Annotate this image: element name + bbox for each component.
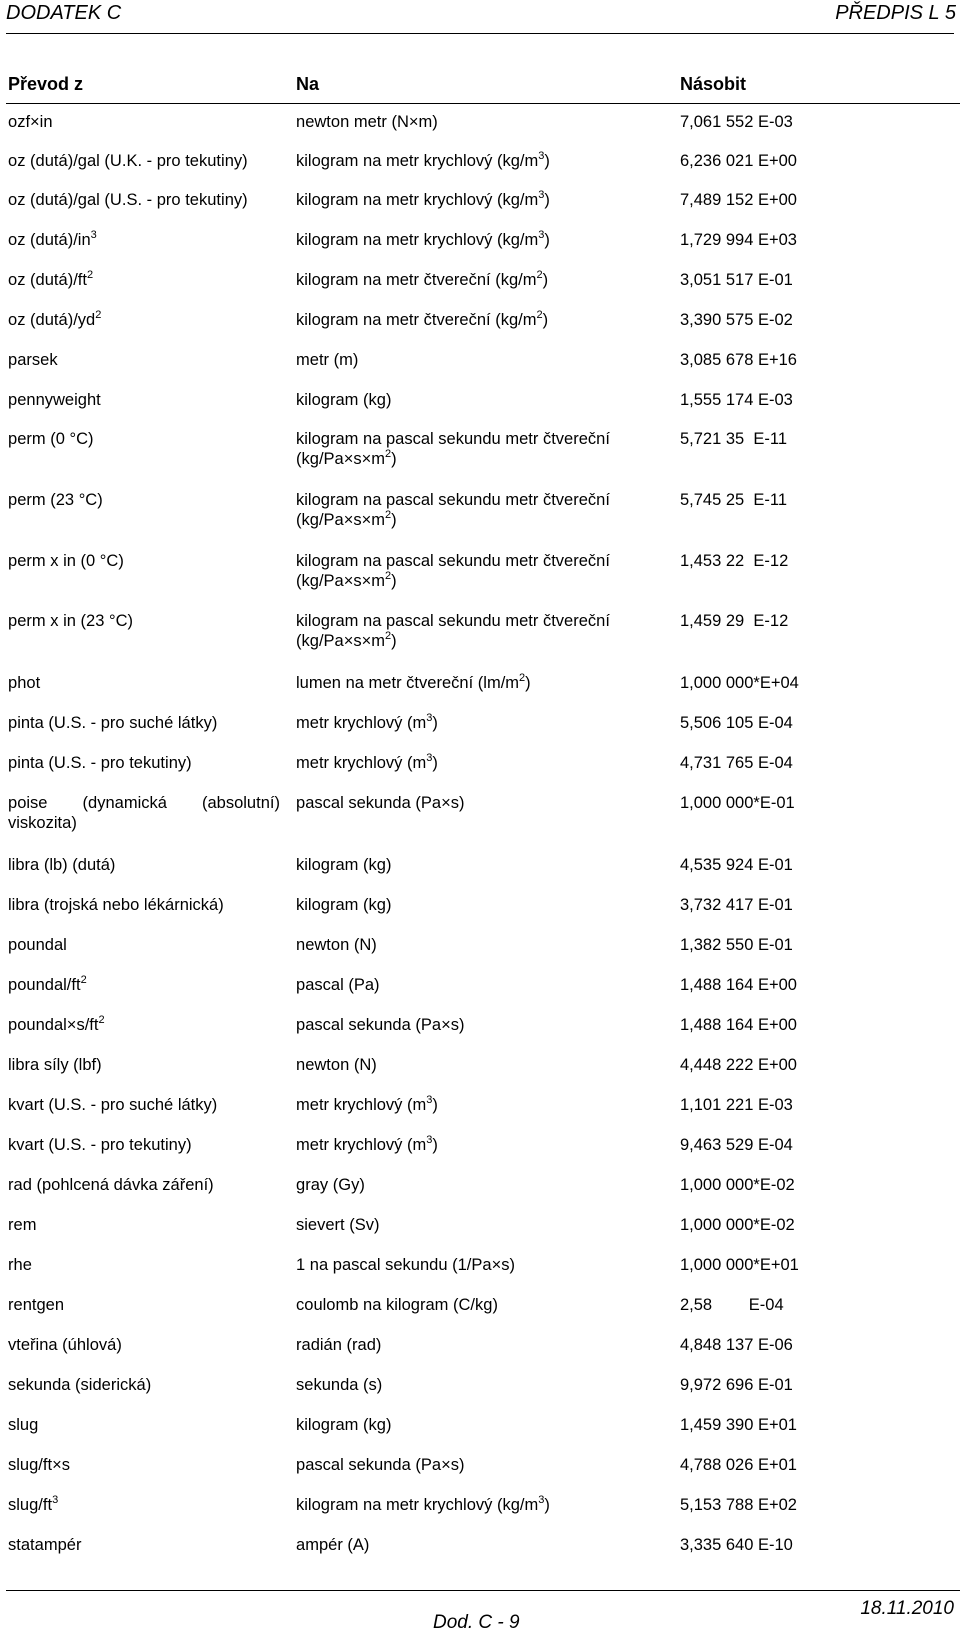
cell-to: sievert (Sv) <box>296 1216 380 1234</box>
column-header-multiply: Násobit <box>680 74 747 94</box>
cell-from: poundal/$ft^2$ <box>8 973 87 994</box>
cell-from: poise (dynamická (absolutní) viskozita) <box>8 794 280 832</box>
cell-to: kilogram na metr krychlový $(kg/m^3)$ <box>296 188 550 209</box>
cell-to: kilogram na metr čtvereční $(kg/m^2)$ <box>296 268 549 289</box>
header-rule <box>6 33 954 34</box>
cell-from: oz $(dutá)/yd^2$ <box>8 308 102 329</box>
cell-from: parsek <box>8 351 58 369</box>
cell-factor: 1,488 164 E+00 <box>680 976 797 994</box>
column-header-from: Převod z <box>8 74 84 94</box>
cell-from: rad (pohlcená dávka záření) <box>8 1176 214 1194</box>
cell-to: kilogram (kg) <box>296 1416 392 1434</box>
cell-to: newton (N) <box>296 1056 377 1074</box>
table-header-rule <box>6 103 960 104</box>
cell-from: slug/ft×s <box>8 1456 70 1474</box>
cell-to: metr krychlový $(m^3)$ <box>296 1093 438 1114</box>
cell-factor: 4,535 924 E-01 <box>680 856 793 874</box>
cell-to: pascal sekunda (Pa×s) <box>296 1456 465 1474</box>
cell-factor: 1,453 22 E-12 <box>680 552 789 570</box>
cell-factor: 9,972 696 E-01 <box>680 1376 793 1394</box>
cell-factor: 1,382 550 E-01 <box>680 936 793 954</box>
cell-factor: 9,463 529 E-04 <box>680 1136 793 1154</box>
cell-factor: 2,58 E-04 <box>680 1296 784 1314</box>
cell-factor: 1,000 000*E-02 <box>680 1176 795 1194</box>
cell-to: kilogram na metr krychlový $(kg/m^3)$ <box>296 1493 550 1514</box>
cell-to: metr krychlový $(m^3)$ <box>296 751 438 772</box>
cell-to: gray (Gy) <box>296 1176 365 1194</box>
cell-from: rentgen <box>8 1296 65 1314</box>
cell-from: ozf×in <box>8 113 53 131</box>
cell-to: kilogram na metr čtvereční $(kg/m^2)$ <box>296 308 549 329</box>
cell-to: kilogram na metr krychlový $(kg/m^3)$ <box>296 149 550 170</box>
cell-from: oz $(dutá)/ft^2$ <box>8 268 94 289</box>
cell-factor: 4,848 137 E-06 <box>680 1336 793 1354</box>
cell-to: ampér (A) <box>296 1536 370 1554</box>
cell-to: metr krychlový $(m^3)$ <box>296 711 438 732</box>
cell-to: 1 na pascal sekundu (1/Pa×s) <box>296 1256 515 1274</box>
cell-factor: 1,729 994 E+03 <box>680 231 797 249</box>
cell-from: libra (lb) (dutá) <box>8 856 116 874</box>
page-header <box>6 0 956 34</box>
cell-to: metr (m) <box>296 351 359 369</box>
cell-factor: 4,731 765 E-04 <box>680 754 793 772</box>
header-right: PŘEDPIS L 5 <box>835 2 956 24</box>
cell-from: rem <box>8 1216 37 1234</box>
cell-factor: 1,000 000*E+01 <box>680 1256 799 1274</box>
cell-factor: 1,488 164 E+00 <box>680 1016 797 1034</box>
cell-factor: 1,000 000*E-02 <box>680 1216 795 1234</box>
cell-factor: 1,000 000*E-01 <box>680 794 795 812</box>
cell-factor: 5,506 105 E-04 <box>680 714 793 732</box>
cell-factor: 3,335 640 E-10 <box>680 1536 793 1554</box>
cell-from: perm (23 °C) <box>8 491 103 509</box>
cell-from: oz $(dutá)/in^3$ <box>8 228 97 249</box>
cell-factor: 7,489 152 E+00 <box>680 191 797 209</box>
page-number: Dod. C - 9 <box>433 1612 520 1633</box>
cell-factor: 4,448 222 E+00 <box>680 1056 797 1074</box>
cell-to: metr krychlový $(m^3)$ <box>296 1133 438 1154</box>
cell-to: pascal (Pa) <box>296 976 380 994</box>
cell-factor: 3,051 517 E-01 <box>680 271 793 289</box>
cell-to: newton (N) <box>296 936 377 954</box>
cell-to: sekunda (s) <box>296 1376 383 1394</box>
cell-factor: 5,745 25 E-11 <box>680 491 788 509</box>
cell-from: statampér <box>8 1536 82 1554</box>
cell-factor: 6,236 021 E+00 <box>680 152 797 170</box>
cell-to: lumen na metr čtvereční $(lm/m^2)$ <box>296 671 531 692</box>
cell-to: kilogram na pascal sekundu metr čtvereční $(kg/Pa\times s\times m^2)$ <box>296 552 610 590</box>
cell-from: libra síly (lbf) <box>8 1056 102 1074</box>
table-header <box>8 74 958 102</box>
cell-from: perm (0 °C) <box>8 430 94 448</box>
cell-from: poundal <box>8 936 67 954</box>
cell-from: perm x in (23 °C) <box>8 612 134 630</box>
footer-rule <box>6 1590 960 1591</box>
cell-factor: 3,085 678 E+16 <box>680 351 797 369</box>
cell-to: coulomb na kilogram (C/kg) <box>296 1296 498 1314</box>
cell-factor: 3,390 575 E-02 <box>680 311 793 329</box>
cell-from: slug <box>8 1416 39 1434</box>
cell-from: pennyweight <box>8 391 101 409</box>
cell-from: rhe <box>8 1256 32 1274</box>
cell-from: pinta (U.S. - pro tekutiny) <box>8 754 192 772</box>
cell-to: kilogram (kg) <box>296 391 392 409</box>
cell-from: libra (trojská nebo lékárnická) <box>8 896 224 914</box>
cell-from: slug/$ft^3$ <box>8 1493 59 1514</box>
cell-factor: 1,000 000*E+04 <box>680 674 799 692</box>
cell-factor: 7,061 552 E-03 <box>680 113 793 131</box>
cell-to: kilogram na pascal sekundu metr čtvereční $(kg/Pa\times s\times m^2)$ <box>296 491 610 529</box>
header-left: DODATEK C <box>6 2 122 24</box>
cell-from: pinta (U.S. - pro suché látky) <box>8 714 218 732</box>
cell-to: kilogram na metr krychlový $(kg/m^3)$ <box>296 228 550 249</box>
cell-from: oz (dutá)/gal (U.K. - pro tekutiny) <box>8 152 248 170</box>
cell-to: kilogram na pascal sekundu metr čtvereční $(kg/Pa\times s\times m^2)$ <box>296 430 610 468</box>
cell-to: kilogram (kg) <box>296 896 392 914</box>
cell-from: $poundal\times s/ft^2$ <box>8 1013 105 1034</box>
cell-factor: 1,459 390 E+01 <box>680 1416 797 1434</box>
cell-factor: 4,788 026 E+01 <box>680 1456 797 1474</box>
cell-factor: 5,153 788 E+02 <box>680 1496 797 1514</box>
cell-to: pascal sekunda (Pa×s) <box>296 1016 465 1034</box>
cell-factor: 1,101 221 E-03 <box>680 1096 793 1114</box>
cell-factor: 5,721 35 E-11 <box>680 430 788 448</box>
column-header-to: Na <box>296 74 320 94</box>
cell-from: sekunda (siderická) <box>8 1376 152 1394</box>
cell-to: kilogram (kg) <box>296 856 392 874</box>
cell-factor: 1,459 29 E-12 <box>680 612 789 630</box>
cell-factor: 3,732 417 E-01 <box>680 896 793 914</box>
cell-to: newton metr (N×m) <box>296 113 438 131</box>
cell-to: kilogram na pascal sekundu metr čtvereční $(kg/Pa\times s\times m^2)$ <box>296 612 610 650</box>
cell-from: oz (dutá)/gal (U.S. - pro tekutiny) <box>8 191 248 209</box>
cell-from: perm x in (0 °C) <box>8 552 124 570</box>
cell-from: phot <box>8 674 41 692</box>
cell-to: radián (rad) <box>296 1336 382 1354</box>
cell-factor: 1,555 174 E-03 <box>680 391 793 409</box>
cell-from: kvart (U.S. - pro suché látky) <box>8 1096 218 1114</box>
cell-from: kvart (U.S. - pro tekutiny) <box>8 1136 192 1154</box>
footer-date: 18.11.2010 <box>860 1598 954 1619</box>
cell-from: vteřina (úhlová) <box>8 1336 122 1354</box>
cell-to: pascal sekunda (Pa×s) <box>296 794 465 812</box>
